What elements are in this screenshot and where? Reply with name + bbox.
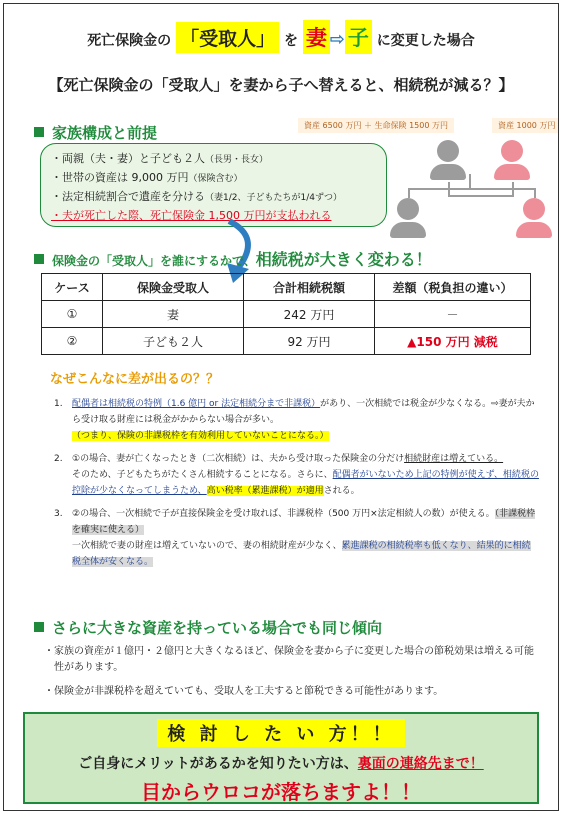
- table-cell-savings: ▲150 万円 減税: [375, 328, 531, 355]
- column-header: ケース: [42, 274, 103, 301]
- family-item: ・夫が死亡した際、死亡保険金 1,500 万円が支払われる: [51, 209, 332, 222]
- column-header: 保険金受取人: [103, 274, 244, 301]
- table-row: [42, 301, 531, 328]
- list-item: 1. 配偶者は相続税の特例（1.6 億円 or 法定相続分まで非課税）があり、一次相続では税金が少なくなる。⇨妻が夫から受け取る財産には税金がかからない場合が多い。 （つまり、保険の非課税枠を有効利用していないことになる。）: [54, 399, 535, 441]
- cta-heading: 検 討 し た い 方！！: [157, 719, 404, 747]
- table-header-row: [42, 274, 531, 301]
- son-icon: [390, 198, 426, 238]
- list-item: 2. ①の場合、妻が亡くなったとき（二次相続）は、夫から受け取った保険金の分だけ相続財産は増えている。 そのため、子どもたちがたくさん相続することになる。さらに、配偶者がいないため上記の特例が使えず、相続税の控除が少なくなってしまうため、高い税率（累進課税）が適用される。: [54, 454, 539, 496]
- title-to: 子: [345, 20, 372, 54]
- family-item: ・世帯の資産は 9,000 万円（保険含む）: [51, 171, 243, 184]
- same-heading: さらに大きな資産を持っている場合でも同じ傾向: [34, 617, 382, 638]
- tree-line: [448, 195, 514, 197]
- asset-label-husband: 資産 6500 万円 ＋ 生命保険 1500 万円: [298, 118, 454, 133]
- square-bullet-icon: [34, 622, 44, 632]
- list-item: ・保険金が非課税枠を超えていても、受取人を工夫すると節税できる可能性があります。: [44, 686, 444, 697]
- daughter-icon: [516, 198, 552, 238]
- table-cell: －: [375, 301, 531, 328]
- list-item: ・家族の資産が１億円・２億円と大きくなるほど、保険金を妻から子に変更した場合の節税効果は増える可能性があります。: [44, 646, 534, 673]
- same-list: [44, 644, 534, 708]
- contact-callout: [23, 712, 539, 804]
- tax-comparison-table: [41, 273, 531, 355]
- asset-label-wife: 資産 1000 万円: [492, 118, 559, 133]
- column-header: 合計相続税額: [244, 274, 375, 301]
- table-cell: 妻: [103, 301, 244, 328]
- page-title: [4, 20, 558, 54]
- title-mid: を: [283, 33, 298, 49]
- square-bullet-icon: [34, 254, 44, 264]
- title-highlight: 「受取人」: [176, 22, 279, 53]
- contact-link: 裏面の連絡先まで！: [357, 756, 484, 772]
- subtitle: 【死亡保険金の「受取人」を妻から子へ替えると、相続税が減る？】: [48, 76, 514, 94]
- column-header: 差額（税負担の違い）: [375, 274, 531, 301]
- family-box: [40, 143, 387, 227]
- cta-tagline: 目からウロコが落ちますよ！！: [141, 780, 421, 804]
- tree-line: [408, 188, 410, 198]
- table-row: [42, 328, 531, 355]
- list-item: 3. ②の場合、一次相続で子が直接保険金を受け取れば、非課税枠（500 万円×法定相続人の数）が使える。（非課税枠を確実に使える） 一次相続で妻の財産は増えていないので、妻の相続財産が少なく、累進課税の相続税率も低くなり、結果的に相続税全体が安くなる。: [54, 509, 536, 567]
- title-from: 妻: [303, 20, 330, 54]
- title-pre: 死亡保険金の: [87, 33, 172, 49]
- husband-icon: [430, 140, 466, 180]
- table-cell: 242 万円: [244, 301, 375, 328]
- tree-line: [534, 188, 536, 198]
- table-cell: ②: [42, 328, 103, 355]
- family-heading: 家族構成と前提: [34, 122, 157, 143]
- table-cell: 子ども２人: [103, 328, 244, 355]
- table-cell: ①: [42, 301, 103, 328]
- family-item: ・両親（夫・妻）と子ども２人（長男・長女）: [51, 152, 269, 165]
- why-heading: なぜこんなに差が出るの？？: [50, 372, 220, 387]
- explanation-list: [54, 396, 539, 577]
- tree-line: [408, 188, 536, 190]
- square-bullet-icon: [34, 127, 44, 137]
- wife-icon: [494, 140, 530, 180]
- compare-heading: 保険金の「受取人」を誰にするかで、相続税が大きく変わる！: [34, 247, 432, 270]
- family-item: ・法定相続割合で遺産を分ける（妻1/2、子どもたちが1/4ずつ）: [51, 190, 342, 203]
- cta-line: ご自身にメリットがあるかを知りたい方は、裏面の連絡先まで！: [78, 756, 484, 772]
- table-cell: 92 万円: [244, 328, 375, 355]
- flyer-page: [3, 3, 559, 811]
- title-post: に変更した場合: [376, 33, 475, 49]
- tree-line: [469, 174, 471, 188]
- arrow-right-icon: ⇨: [329, 29, 345, 50]
